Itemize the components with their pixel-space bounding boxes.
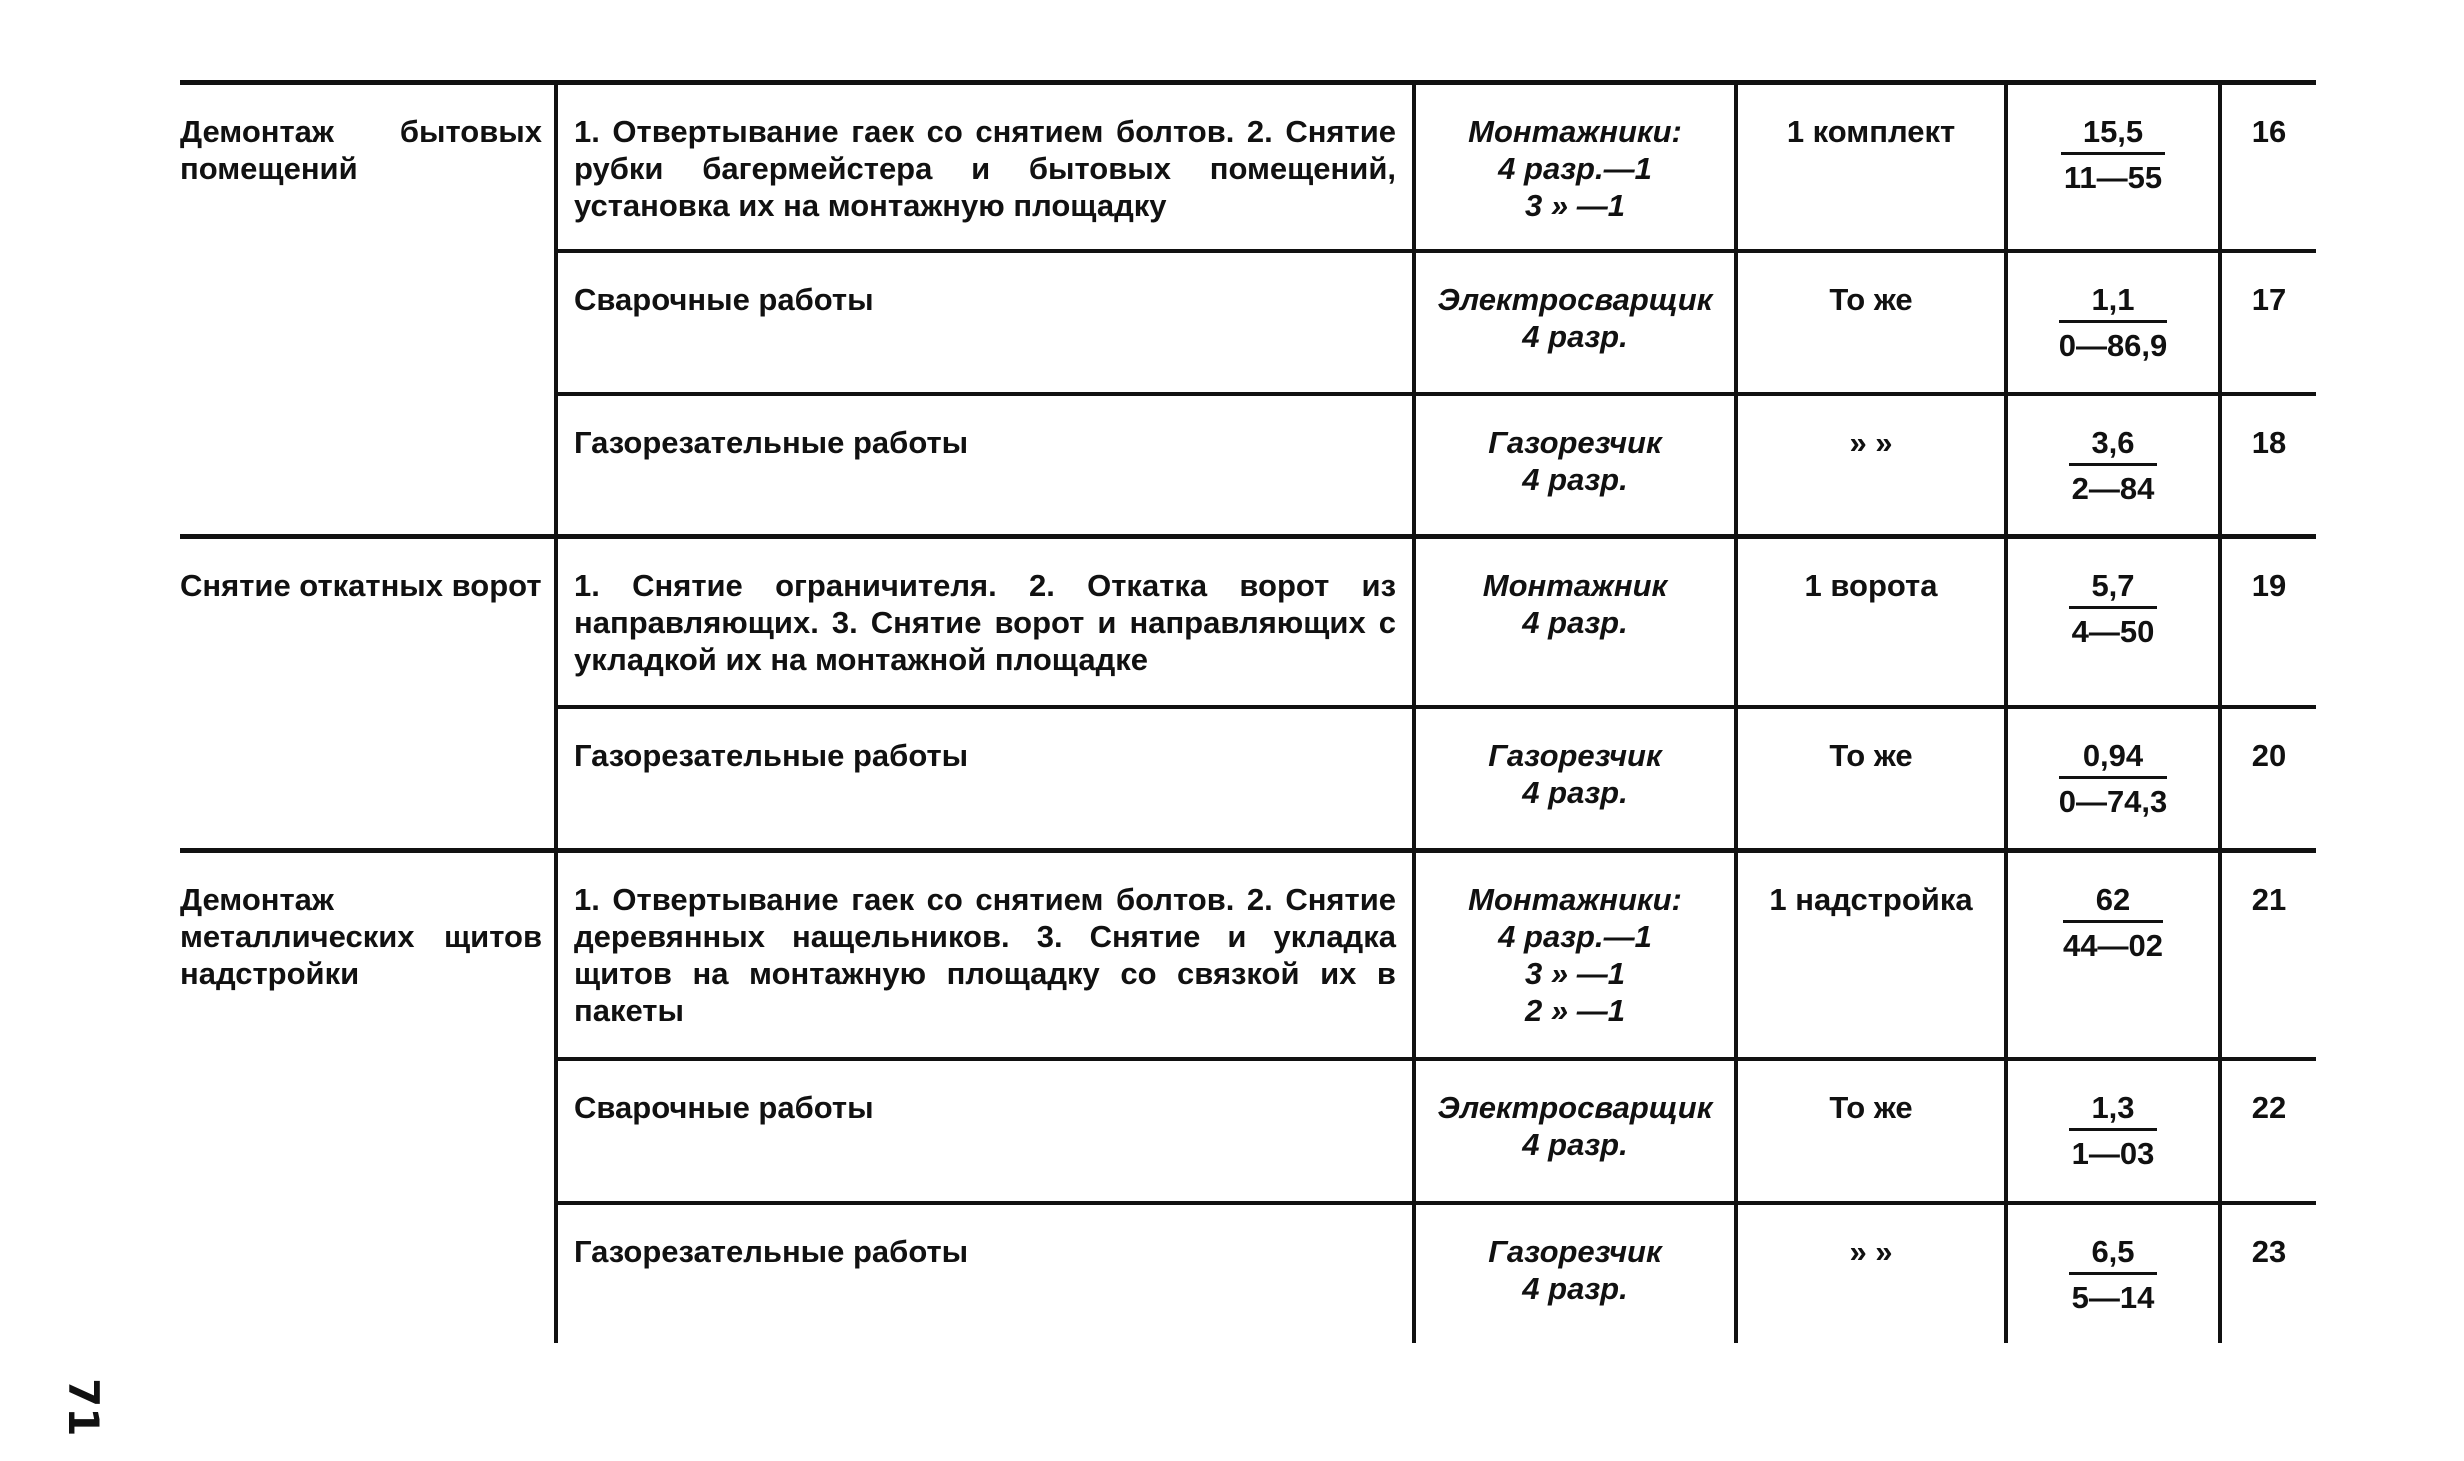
- workers-cell: Монтажники: 4 разр.—1 3 » —1 2 » —1: [1414, 851, 1736, 1059]
- norm-cell: $\frac{1,3}{1—03}$: [2006, 1059, 2220, 1203]
- operation-cell: Снятие откатных ворот: [180, 537, 556, 851]
- operation-cell: Демонтаж бытовых помещений: [180, 83, 556, 537]
- row-number: 22: [2220, 1059, 2316, 1203]
- table-row: [180, 851, 2316, 1059]
- unit-cell: » »: [1736, 394, 2006, 537]
- unit-cell: То же: [1736, 1059, 2006, 1203]
- work-cell: 1. Снятие ограничителя. 2. Откатка ворот из направляющих. 3. Снятие ворот и направляющих с укладкой их на монтажной площадке: [556, 537, 1414, 707]
- work-cell: Газорезательные работы: [556, 394, 1414, 537]
- workers-cell: Газорезчик 4 разр.: [1414, 707, 1736, 851]
- row-number: 16: [2220, 83, 2316, 251]
- workers-cell: Монтажник 4 разр.: [1414, 537, 1736, 707]
- unit-cell: » »: [1736, 1203, 2006, 1343]
- row-number: 21: [2220, 851, 2316, 1059]
- work-cell: 1. Отвертывание гаек со снятием болтов. 2. Снятие деревянных нащельников. 3. Снятие и укладка щитов на монтажную площадку со связкой их в пакеты: [556, 851, 1414, 1059]
- work-cell: 1. Отвертывание гаек со снятием болтов. 2. Снятие рубки багермейстера и бытовых помещений, установка их на монтажную площадку: [556, 83, 1414, 251]
- work-cell: Газорезательные работы: [556, 1203, 1414, 1343]
- unit-cell: То же: [1736, 707, 2006, 851]
- page-number: 71: [59, 1378, 108, 1437]
- unit-cell: 1 комплект: [1736, 83, 2006, 251]
- norm-cell: $\frac{62}{44—02}$: [2006, 851, 2220, 1059]
- row-number: 23: [2220, 1203, 2316, 1343]
- work-cell: Сварочные работы: [556, 251, 1414, 394]
- norm-cell: $\frac{6,5}{5—14}$: [2006, 1203, 2220, 1343]
- unit-cell: 1 надстройка: [1736, 851, 2006, 1059]
- table-row: [180, 537, 2316, 707]
- norm-cell: $\frac{3,6}{2—84}$: [2006, 394, 2220, 537]
- unit-cell: То же: [1736, 251, 2006, 394]
- row-number: 19: [2220, 537, 2316, 707]
- work-cell: Газорезательные работы: [556, 707, 1414, 851]
- norm-cell: $\frac{15,5}{11—55}$: [2006, 83, 2220, 251]
- work-cell: Сварочные работы: [556, 1059, 1414, 1203]
- workers-cell: Электросварщик 4 разр.: [1414, 251, 1736, 394]
- workers-cell: Монтажники: 4 разр.—1 3 » —1: [1414, 83, 1736, 251]
- workers-cell: Газорезчик 4 разр.: [1414, 394, 1736, 537]
- row-number: 17: [2220, 251, 2316, 394]
- norm-cell: $\frac{5,7}{4—50}$: [2006, 537, 2220, 707]
- operation-cell: Демонтаж металлических щитов надстройки: [180, 851, 556, 1343]
- row-number: 18: [2220, 394, 2316, 537]
- row-number: 20: [2220, 707, 2316, 851]
- norm-cell: $\frac{1,1}{0—86,9}$: [2006, 251, 2220, 394]
- unit-cell: 1 ворота: [1736, 537, 2006, 707]
- workers-cell: Газорезчик 4 разр.: [1414, 1203, 1736, 1343]
- table-row: [180, 83, 2316, 251]
- norms-table: [180, 80, 2316, 1343]
- norm-cell: $\frac{0,94}{0—74,3}$: [2006, 707, 2220, 851]
- workers-cell: Электросварщик 4 разр.: [1414, 1059, 1736, 1203]
